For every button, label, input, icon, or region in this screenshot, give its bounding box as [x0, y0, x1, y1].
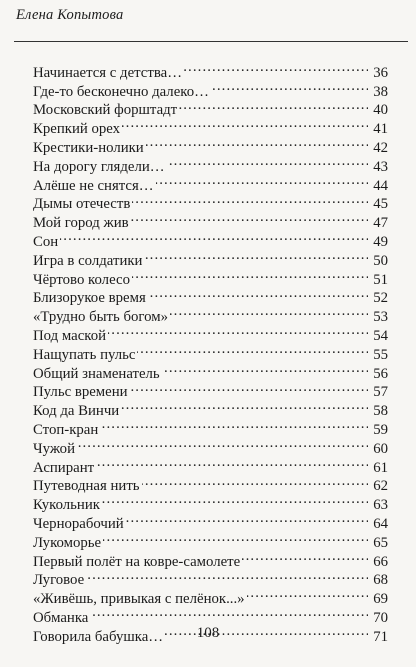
toc-entry-page: 40	[373, 102, 388, 119]
toc-entry-page: 53	[373, 309, 388, 326]
toc-entry-page: 65	[373, 534, 388, 551]
toc-entry-title: Игра в солдатики	[33, 252, 143, 269]
toc-entry-page: 54	[373, 327, 388, 344]
toc-leader-dots	[130, 378, 368, 397]
toc-leader-dots	[96, 453, 368, 472]
toc-entry-title: На дорогу глядели…	[33, 158, 165, 175]
toc-entry-page: 43	[373, 158, 388, 175]
toc-leader-dots	[90, 603, 368, 622]
toc-leader-dots	[77, 434, 368, 453]
toc-entry-page: 41	[373, 121, 388, 138]
toc-entry-title: «Трудно быть богом»	[33, 309, 168, 326]
toc-leader-dots	[60, 227, 368, 246]
toc-leader-dots	[102, 490, 368, 509]
toc-entry-page: 60	[373, 440, 388, 457]
toc-leader-dots	[242, 547, 368, 566]
toc-entry	[33, 227, 388, 250]
toc-entry-page: 64	[373, 515, 388, 532]
toc-leader-dots	[170, 302, 368, 321]
toc-entry-title: «Живёшь, привыкая с пелёнок...»	[33, 591, 245, 608]
toc-leader-dots	[100, 415, 368, 434]
toc-entry-title: Чёртово колесо	[33, 271, 130, 288]
toc-entry-title: Говорила бабушка…	[33, 628, 164, 645]
toc-entry-title: Кукольник	[33, 497, 100, 514]
toc-leader-dots	[142, 472, 368, 491]
toc-entry-title: Мой город жив	[33, 215, 129, 232]
toc-entry-page: 44	[373, 177, 388, 194]
toc-leader-dots	[144, 246, 368, 265]
header-rule	[14, 41, 408, 42]
toc-entry	[33, 453, 388, 476]
toc-entry	[33, 246, 388, 269]
toc-entry-title: Под маской	[33, 327, 107, 344]
toc-entry-title: Аспирант	[33, 459, 95, 476]
toc-entry-title: Чужой	[33, 440, 75, 457]
toc-leader-dots	[126, 509, 368, 528]
toc-entry-page: 56	[373, 365, 388, 382]
toc-entry-page: 69	[373, 591, 388, 608]
toc-entry-page: 70	[373, 609, 388, 626]
toc-entry-title: Обманка	[33, 609, 89, 626]
toc-leader-dots	[156, 171, 368, 190]
toc-entry-title: Путеводная нить	[33, 478, 140, 495]
toc-entry	[33, 584, 388, 608]
running-header-author: Елена Копытова	[16, 7, 124, 23]
toc-entry-title: Алёше не снятся…	[33, 177, 154, 194]
toc-entry-page: 63	[373, 497, 388, 514]
toc-entry-title: Крепкий орех	[33, 121, 121, 138]
table-of-contents	[33, 58, 388, 645]
toc-entry-title: Крестики-нолики	[33, 139, 144, 156]
toc-entry-title: Близорукое время	[33, 290, 146, 307]
toc-entry-page: 38	[373, 83, 388, 100]
toc-leader-dots	[247, 584, 368, 603]
toc-leader-dots	[103, 528, 368, 547]
toc-leader-dots	[86, 566, 368, 585]
toc-entry-page: 66	[373, 553, 388, 570]
toc-entry-page: 61	[373, 459, 388, 476]
toc-leader-dots	[122, 114, 368, 133]
toc-leader-dots	[162, 359, 368, 378]
toc-entry-page: 42	[373, 139, 388, 156]
toc-entry-title: Лукоморье	[33, 534, 102, 551]
toc-entry-page: 62	[373, 478, 388, 495]
toc-entry-title: Начинается с детства…	[33, 64, 182, 81]
toc-entry-title: Сон	[33, 233, 59, 250]
toc-entry-page: 47	[373, 215, 388, 232]
toc-entry-title: Код да Винчи	[33, 403, 120, 420]
toc-entry-page: 71	[373, 628, 388, 645]
toc-leader-dots	[132, 190, 368, 209]
toc-entry-page: 50	[373, 252, 388, 269]
toc-entry-title: Стоп-кран	[33, 421, 99, 438]
toc-leader-dots	[132, 265, 368, 284]
toc-entry-title: Московский форштадт	[33, 102, 178, 119]
toc-leader-dots	[146, 133, 368, 152]
toc-leader-dots	[167, 152, 368, 171]
toc-entry-page: 57	[373, 384, 388, 401]
toc-leader-dots	[137, 340, 368, 359]
toc-entry	[33, 58, 388, 81]
toc-entry-page: 59	[373, 421, 388, 438]
toc-entry-page: 51	[373, 271, 388, 288]
toc-entry-title: Где-то бесконечно далеко…	[33, 83, 209, 100]
toc-entry-page: 58	[373, 403, 388, 420]
toc-entry-title: Общий знаменатель	[33, 365, 160, 382]
toc-leader-dots	[184, 58, 368, 77]
toc-entry-page: 36	[373, 64, 388, 81]
toc-entry-title: Дымы отечеств	[33, 196, 131, 213]
toc-entry-page: 45	[373, 196, 388, 213]
toc-entry-title: Чернорабочий	[33, 515, 124, 532]
toc-entry	[33, 434, 388, 457]
toc-leader-dots	[108, 321, 368, 340]
toc-entry-page: 55	[373, 346, 388, 363]
toc-entry-page: 52	[373, 290, 388, 307]
toc-entry-title: Нащупать пульс	[33, 346, 136, 363]
toc-leader-dots	[179, 96, 368, 115]
toc-leader-dots	[148, 284, 368, 303]
toc-leader-dots	[211, 77, 368, 96]
toc-entry-title: Луговое	[33, 572, 85, 589]
toc-leader-dots	[121, 396, 368, 415]
page-number: 108	[196, 625, 220, 641]
toc-entry	[33, 566, 388, 589]
toc-entry-page: 68	[373, 572, 388, 589]
toc-entry-title: Пульс времени	[33, 384, 128, 401]
toc-leader-dots	[131, 208, 368, 227]
toc-entry-title: Первый полёт на ковре-самолете	[33, 553, 241, 570]
toc-entry-page: 49	[373, 233, 388, 250]
